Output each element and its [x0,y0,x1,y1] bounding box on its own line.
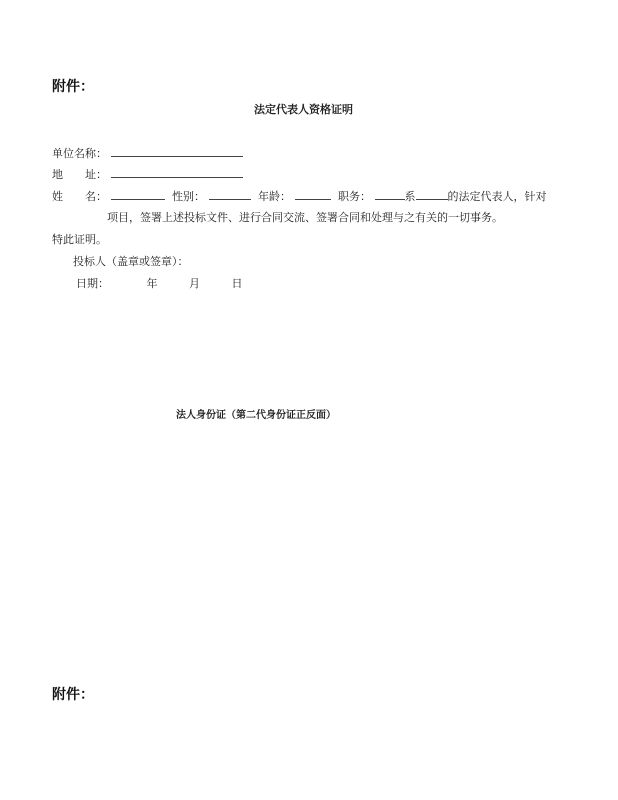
attachment-label-bottom: 附件： [52,687,94,703]
authorization-text: 项目，签署上述投标文件、进行合同交流、签署合同和处理与之有关的一切事务。 [107,211,503,224]
person-info-row [52,189,547,204]
gender-field[interactable] [209,189,251,200]
date-year: 年 [146,277,158,290]
unit-name-row [52,146,243,161]
address-field[interactable] [111,167,243,178]
address-label: 地 址： [52,168,107,181]
name-field[interactable] [111,189,165,200]
age-field[interactable] [295,189,331,200]
address-row [52,167,243,182]
legal-rep-text: 的法定代表人，针对 [447,190,547,203]
unit-name-label: 单位名称： [52,147,107,160]
attachment-label-top: 附件： [52,79,94,95]
position-label: 职务： [338,190,371,203]
system-label: 系 [404,190,416,203]
company-field[interactable] [416,189,448,200]
name-label: 姓 名： [52,190,107,203]
document-title: 法定代表人资格证明 [254,103,353,116]
date-label: 日期： [76,277,109,290]
date-row [76,277,243,291]
position-field[interactable] [375,189,405,200]
date-month: 月 [189,277,200,290]
bidder-signature-label: 投标人（盖章或签章）： [73,255,189,268]
unit-name-field[interactable] [111,146,243,157]
gender-label: 性别： [172,190,205,203]
age-label: 年龄： [258,190,291,203]
id-card-caption: 法人身份证（第二代身份证正反面） [176,410,336,421]
certify-text: 特此证明。 [52,233,107,246]
date-day: 日 [231,277,243,290]
